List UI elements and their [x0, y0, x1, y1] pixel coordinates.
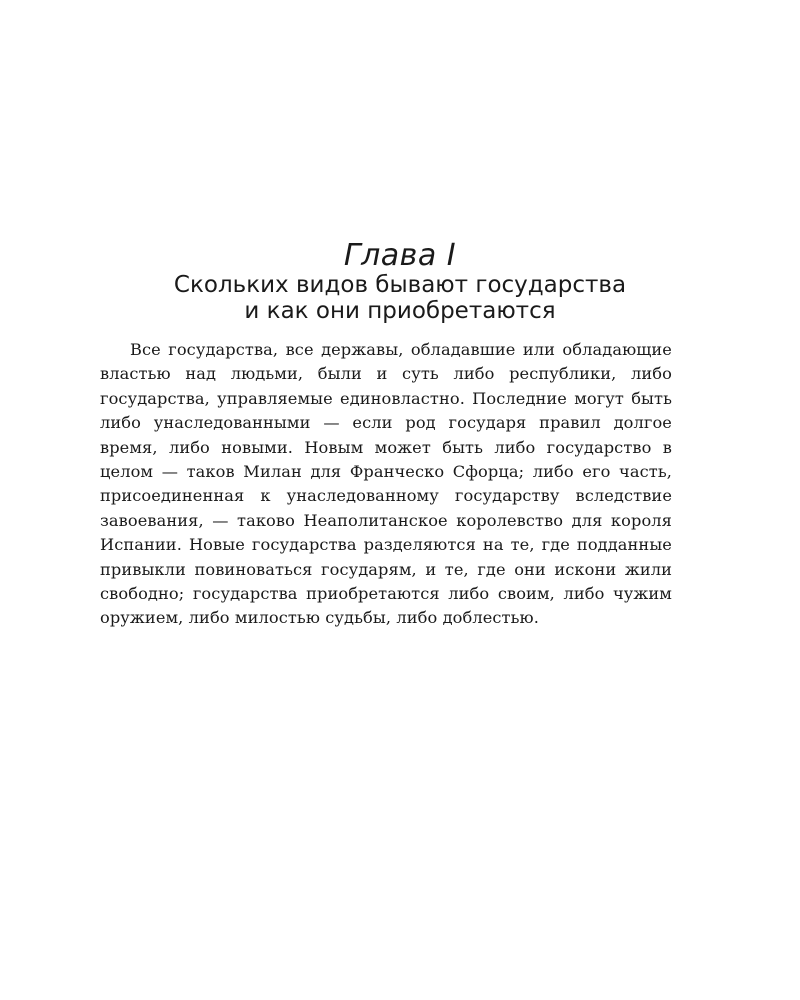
chapter-title	[0, 272, 800, 324]
chapter-title-line-1: Скольких видов бывают государства	[173, 272, 627, 298]
chapter-title-line-2: и как они приобретаются	[244, 298, 556, 324]
body-paragraph: Все государства, все державы, обладавшие или обладающие властью над людьми, были и суть либо республики, либо государства, управляемые единовластно. Последние могут быть либо унаследованными — если род государя правил долгое время, либо новыми. Новым может быть либо государство в целом — таков Милан для Франческо Сфорца; либо его часть, присоединенная к унаследованному государству вследствие завоевания, — таково Неаполитанское королевство для короля Испании. Новые государства разделяются на те, где подданные привыкли повиноваться государям, и те, где они искони жили свободно; государства приобретаются либо своим, либо чужим оружием, либо милостью судьбы, либо доблестью.	[100, 340, 672, 628]
chapter-number: Глава I	[343, 238, 457, 273]
